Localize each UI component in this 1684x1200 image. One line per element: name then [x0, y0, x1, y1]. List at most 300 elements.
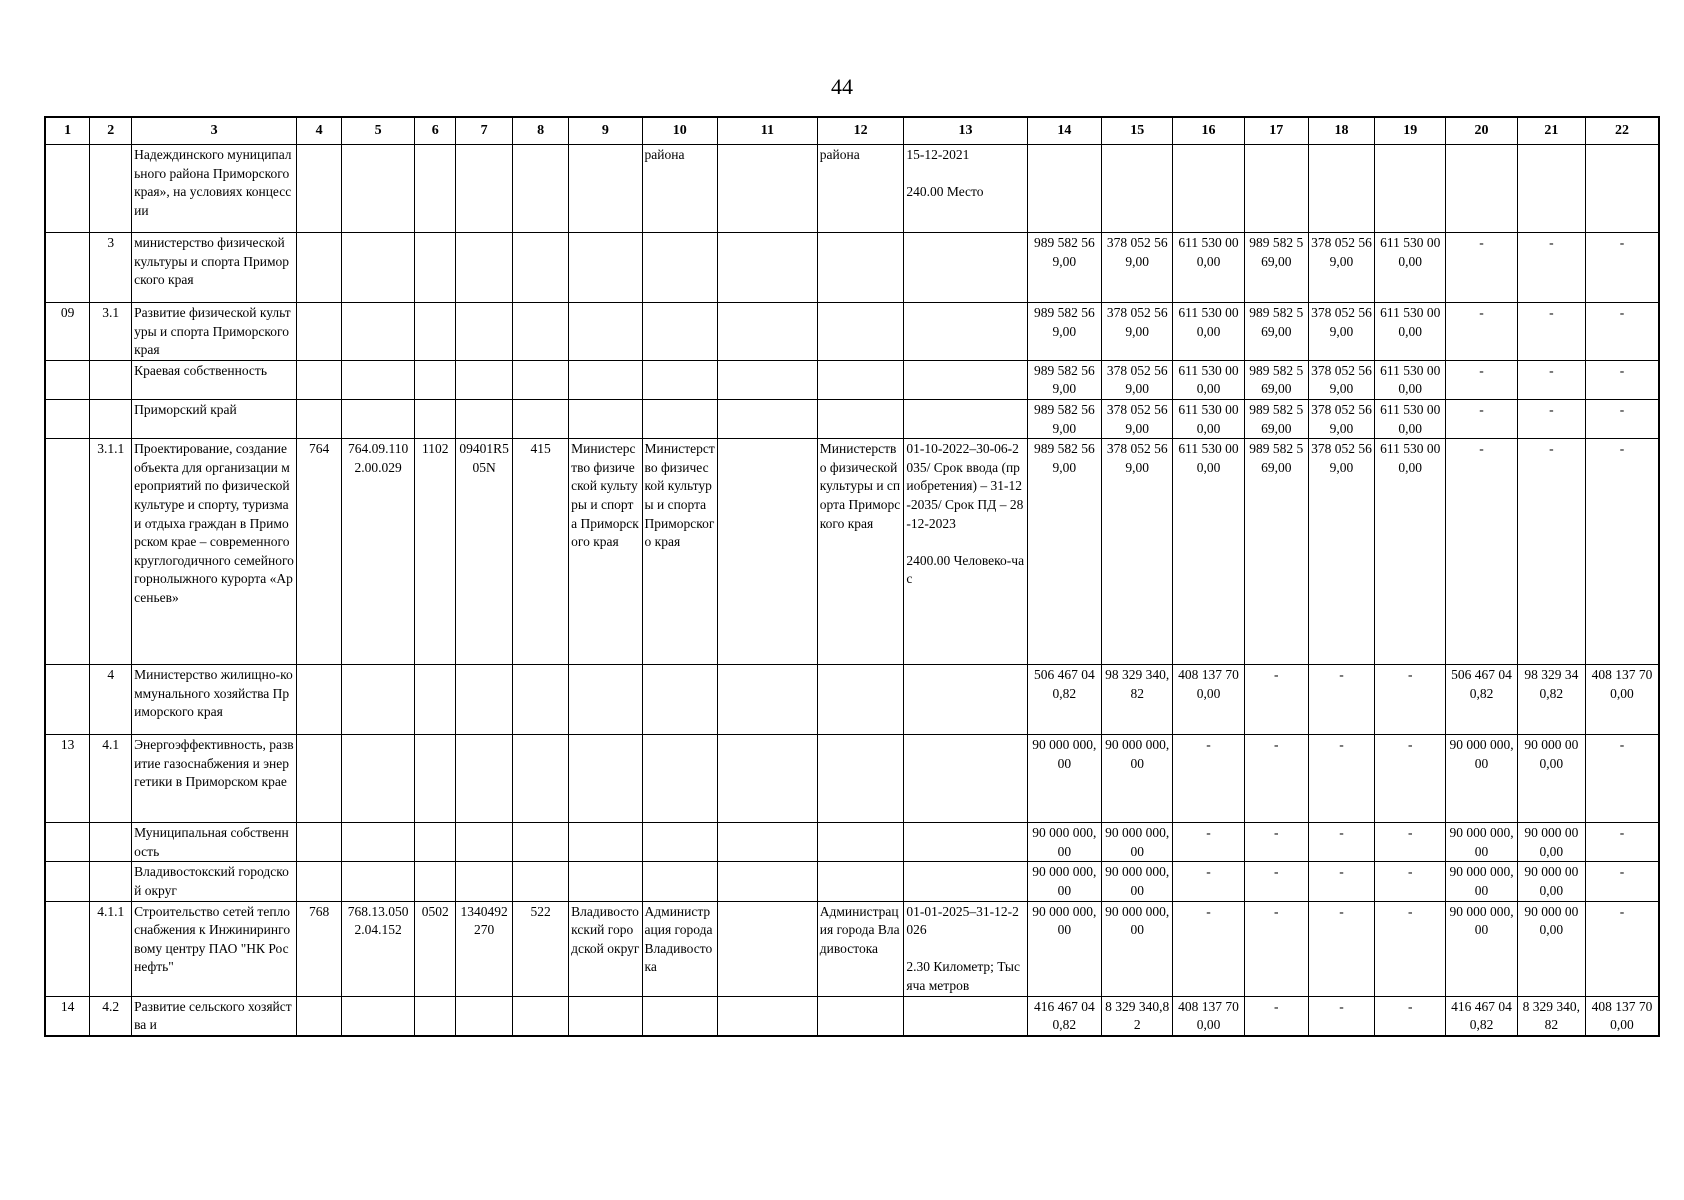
column-header-18: 18: [1308, 117, 1374, 145]
cell-col-3: Краевая собственность: [132, 360, 297, 399]
cell-col-14: 989 582 569,00: [1027, 399, 1101, 438]
cell-col-3: Приморский край: [132, 399, 297, 438]
cell-col-4: [297, 145, 342, 233]
column-header-6: 6: [415, 117, 456, 145]
cell-col-4: [297, 303, 342, 361]
cell-col-2: 4.2: [90, 996, 132, 1036]
cell-col-13: [904, 303, 1027, 361]
cell-col-9: Министерство физической культуры и спорта Приморского края: [569, 439, 642, 665]
cell-col-16: 611 530 000,00: [1173, 399, 1244, 438]
cell-col-5: [341, 145, 414, 233]
cell-col-20: 416 467 040,82: [1446, 996, 1517, 1036]
cell-col-18: -: [1308, 996, 1374, 1036]
cell-col-10: [642, 823, 717, 862]
cell-col-21: 90 000 000,00: [1517, 735, 1585, 823]
cell-col-4: [297, 360, 342, 399]
cell-col-13: [904, 862, 1027, 901]
cell-col-9: [569, 996, 642, 1036]
table-row: [45, 145, 1659, 233]
cell-col-3: Надеждинского муниципального района Приморского края», на условиях концессии: [132, 145, 297, 233]
cell-col-11: [717, 862, 817, 901]
cell-col-17: 989 582 569,00: [1244, 360, 1308, 399]
cell-col-17: -: [1244, 665, 1308, 735]
cell-col-18: 378 052 569,00: [1308, 360, 1374, 399]
cell-col-2: 4.1.1: [90, 901, 132, 996]
table-row: [45, 360, 1659, 399]
cell-col-7: [456, 399, 513, 438]
cell-col-13: [904, 233, 1027, 303]
cell-col-7: [456, 233, 513, 303]
cell-col-6: [415, 735, 456, 823]
cell-col-19: 611 530 000,00: [1375, 399, 1446, 438]
column-header-12: 12: [817, 117, 904, 145]
cell-col-16: 611 530 000,00: [1173, 303, 1244, 361]
cell-col-15: 90 000 000,00: [1102, 823, 1173, 862]
cell-col-2: 4: [90, 665, 132, 735]
cell-col-16: 611 530 000,00: [1173, 233, 1244, 303]
cell-col-2: 4.1: [90, 735, 132, 823]
cell-col-7: [456, 735, 513, 823]
table-row: [45, 823, 1659, 862]
cell-col-17: -: [1244, 823, 1308, 862]
cell-col-15: 378 052 569,00: [1102, 303, 1173, 361]
cell-col-10: [642, 665, 717, 735]
column-header-13: 13: [904, 117, 1027, 145]
cell-col-5: 764.09.1102.00.029: [341, 439, 414, 665]
cell-col-15: 90 000 000,00: [1102, 862, 1173, 901]
cell-col-6: [415, 233, 456, 303]
cell-col-5: [341, 996, 414, 1036]
cell-col-11: [717, 823, 817, 862]
cell-col-18: 378 052 569,00: [1308, 233, 1374, 303]
cell-col-16: -: [1173, 862, 1244, 901]
cell-col-9: [569, 233, 642, 303]
cell-col-12: [817, 233, 904, 303]
cell-col-5: [341, 735, 414, 823]
cell-col-10: [642, 233, 717, 303]
cell-col-12: [817, 735, 904, 823]
cell-col-14: [1027, 145, 1101, 233]
cell-col-21: 90 000 000,00: [1517, 901, 1585, 996]
cell-col-18: -: [1308, 735, 1374, 823]
cell-col-6: [415, 996, 456, 1036]
cell-col-16: 611 530 000,00: [1173, 439, 1244, 665]
cell-col-11: [717, 145, 817, 233]
cell-col-8: [513, 996, 569, 1036]
page-number: 44: [831, 74, 853, 99]
cell-col-5: [341, 665, 414, 735]
cell-col-6: [415, 360, 456, 399]
cell-col-11: [717, 996, 817, 1036]
cell-col-10: [642, 303, 717, 361]
cell-col-19: 611 530 000,00: [1375, 303, 1446, 361]
cell-col-4: [297, 399, 342, 438]
cell-col-18: -: [1308, 665, 1374, 735]
cell-col-17: -: [1244, 901, 1308, 996]
cell-col-12: [817, 303, 904, 361]
column-header-3: 3: [132, 117, 297, 145]
cell-col-16: -: [1173, 735, 1244, 823]
cell-col-11: [717, 303, 817, 361]
cell-col-22: 408 137 700,00: [1585, 665, 1659, 735]
cell-col-5: [341, 823, 414, 862]
cell-col-19: -: [1375, 823, 1446, 862]
cell-col-19: 611 530 000,00: [1375, 439, 1446, 665]
cell-col-22: -: [1585, 901, 1659, 996]
cell-col-7: [456, 360, 513, 399]
table-row: [45, 399, 1659, 438]
cell-col-5: [341, 862, 414, 901]
cell-col-13: 15-12-2021 240.00 Место: [904, 145, 1027, 233]
cell-col-3: Владивостокский городской округ: [132, 862, 297, 901]
cell-col-1: [45, 233, 90, 303]
cell-col-21: -: [1517, 360, 1585, 399]
cell-col-22: -: [1585, 823, 1659, 862]
cell-col-22: -: [1585, 439, 1659, 665]
cell-col-17: 989 582 569,00: [1244, 303, 1308, 361]
cell-col-14: 989 582 569,00: [1027, 360, 1101, 399]
cell-col-8: 415: [513, 439, 569, 665]
cell-col-3: министерство физической культуры и спорта Приморского края: [132, 233, 297, 303]
cell-col-1: 09: [45, 303, 90, 361]
column-header-10: 10: [642, 117, 717, 145]
cell-col-10: [642, 735, 717, 823]
cell-col-20: -: [1446, 303, 1517, 361]
cell-col-8: [513, 233, 569, 303]
cell-col-6: [415, 823, 456, 862]
cell-col-15: 378 052 569,00: [1102, 233, 1173, 303]
table-header-row: [45, 117, 1659, 145]
cell-col-16: -: [1173, 901, 1244, 996]
cell-col-15: 90 000 000,00: [1102, 901, 1173, 996]
cell-col-12: Администрация города Владивостока: [817, 901, 904, 996]
cell-col-21: 98 329 340,82: [1517, 665, 1585, 735]
table-row: [45, 996, 1659, 1036]
cell-col-16: [1173, 145, 1244, 233]
cell-col-20: 90 000 000,00: [1446, 735, 1517, 823]
cell-col-6: [415, 399, 456, 438]
cell-col-14: 989 582 569,00: [1027, 233, 1101, 303]
cell-col-20: 90 000 000,00: [1446, 901, 1517, 996]
cell-col-18: -: [1308, 901, 1374, 996]
cell-col-10: [642, 399, 717, 438]
cell-col-10: [642, 360, 717, 399]
cell-col-11: [717, 360, 817, 399]
cell-col-18: -: [1308, 862, 1374, 901]
cell-col-18: 378 052 569,00: [1308, 439, 1374, 665]
cell-col-3: Муниципальная собственность: [132, 823, 297, 862]
cell-col-17: -: [1244, 735, 1308, 823]
cell-col-12: [817, 399, 904, 438]
cell-col-14: 506 467 040,82: [1027, 665, 1101, 735]
cell-col-1: [45, 862, 90, 901]
cell-col-6: [415, 862, 456, 901]
cell-col-8: [513, 823, 569, 862]
cell-col-18: 378 052 569,00: [1308, 399, 1374, 438]
cell-col-11: [717, 735, 817, 823]
cell-col-18: [1308, 145, 1374, 233]
cell-col-16: 408 137 700,00: [1173, 996, 1244, 1036]
cell-col-9: [569, 399, 642, 438]
cell-col-5: [341, 233, 414, 303]
cell-col-22: -: [1585, 735, 1659, 823]
table-row: [45, 233, 1659, 303]
cell-col-9: [569, 735, 642, 823]
cell-col-1: [45, 823, 90, 862]
cell-col-9: [569, 145, 642, 233]
cell-col-5: [341, 399, 414, 438]
cell-col-2: [90, 145, 132, 233]
column-header-14: 14: [1027, 117, 1101, 145]
cell-col-9: [569, 862, 642, 901]
cell-col-22: -: [1585, 399, 1659, 438]
cell-col-17: 989 582 569,00: [1244, 233, 1308, 303]
cell-col-15: 90 000 000,00: [1102, 735, 1173, 823]
cell-col-16: 611 530 000,00: [1173, 360, 1244, 399]
cell-col-9: [569, 303, 642, 361]
cell-col-10: [642, 862, 717, 901]
cell-col-8: [513, 303, 569, 361]
cell-col-21: -: [1517, 303, 1585, 361]
cell-col-8: [513, 735, 569, 823]
cell-col-4: [297, 735, 342, 823]
cell-col-20: -: [1446, 399, 1517, 438]
cell-col-20: 90 000 000,00: [1446, 823, 1517, 862]
cell-col-19: -: [1375, 901, 1446, 996]
cell-col-2: 3: [90, 233, 132, 303]
cell-col-21: 8 329 340,82: [1517, 996, 1585, 1036]
cell-col-5: [341, 360, 414, 399]
cell-col-13: 01-01-2025–31-12-2026 2.30 Километр; Тысяча метров: [904, 901, 1027, 996]
cell-col-2: 3.1: [90, 303, 132, 361]
cell-col-12: [817, 823, 904, 862]
cell-col-8: [513, 360, 569, 399]
cell-col-3: Строительство сетей теплоснабжения к Инжиниринговому центру ПАО "НК Роснефть": [132, 901, 297, 996]
cell-col-6: [415, 303, 456, 361]
cell-col-1: [45, 901, 90, 996]
table-row: [45, 735, 1659, 823]
column-header-8: 8: [513, 117, 569, 145]
cell-col-21: -: [1517, 233, 1585, 303]
cell-col-6: 0502: [415, 901, 456, 996]
column-header-16: 16: [1173, 117, 1244, 145]
cell-col-9: Владивостокский городской округ: [569, 901, 642, 996]
cell-col-3: Развитие сельского хозяйства и: [132, 996, 297, 1036]
cell-col-4: 768: [297, 901, 342, 996]
cell-col-4: [297, 862, 342, 901]
cell-col-1: 13: [45, 735, 90, 823]
cell-col-6: 1102: [415, 439, 456, 665]
cell-col-2: 3.1.1: [90, 439, 132, 665]
cell-col-10: Администрация города Владивостока: [642, 901, 717, 996]
table-row: [45, 901, 1659, 996]
cell-col-17: 989 582 569,00: [1244, 399, 1308, 438]
cell-col-19: -: [1375, 735, 1446, 823]
column-header-15: 15: [1102, 117, 1173, 145]
cell-col-18: 378 052 569,00: [1308, 303, 1374, 361]
cell-col-21: 90 000 000,00: [1517, 862, 1585, 901]
cell-col-10: района: [642, 145, 717, 233]
cell-col-4: [297, 996, 342, 1036]
column-header-22: 22: [1585, 117, 1659, 145]
cell-col-15: 98 329 340,82: [1102, 665, 1173, 735]
table-row: [45, 439, 1659, 665]
cell-col-1: 14: [45, 996, 90, 1036]
column-header-5: 5: [341, 117, 414, 145]
cell-col-21: -: [1517, 439, 1585, 665]
cell-col-10: Министерство физической культуры и спорта Приморского края: [642, 439, 717, 665]
cell-col-8: [513, 145, 569, 233]
table-row: [45, 862, 1659, 901]
cell-col-6: [415, 145, 456, 233]
cell-col-19: 611 530 000,00: [1375, 233, 1446, 303]
cell-col-18: -: [1308, 823, 1374, 862]
cell-col-8: [513, 665, 569, 735]
cell-col-15: 378 052 569,00: [1102, 439, 1173, 665]
table-row: [45, 303, 1659, 361]
cell-col-14: 90 000 000,00: [1027, 823, 1101, 862]
cell-col-14: 416 467 040,82: [1027, 996, 1101, 1036]
cell-col-22: -: [1585, 233, 1659, 303]
cell-col-13: [904, 665, 1027, 735]
column-header-4: 4: [297, 117, 342, 145]
cell-col-7: [456, 996, 513, 1036]
cell-col-1: [45, 360, 90, 399]
cell-col-13: [904, 823, 1027, 862]
cell-col-3: Энергоэффективность, развитие газоснабжения и энергетики в Приморском крае: [132, 735, 297, 823]
cell-col-12: [817, 665, 904, 735]
column-header-2: 2: [90, 117, 132, 145]
table-body: [45, 145, 1659, 1036]
cell-col-12: Министерство физической культуры и спорта Приморского края: [817, 439, 904, 665]
cell-col-7: [456, 823, 513, 862]
column-header-1: 1: [45, 117, 90, 145]
cell-col-10: [642, 996, 717, 1036]
cell-col-13: [904, 360, 1027, 399]
cell-col-14: 989 582 569,00: [1027, 439, 1101, 665]
cell-col-22: -: [1585, 360, 1659, 399]
cell-col-17: [1244, 145, 1308, 233]
cell-col-8: 522: [513, 901, 569, 996]
cell-col-7: 1340492270: [456, 901, 513, 996]
column-header-20: 20: [1446, 117, 1517, 145]
cell-col-16: -: [1173, 823, 1244, 862]
cell-col-6: [415, 665, 456, 735]
cell-col-13: 01-10-2022–30-06-2035/ Срок ввода (приобретения) – 31-12-2035/ Срок ПД – 28-12-2023 2400.00 Человеко-час: [904, 439, 1027, 665]
cell-col-9: [569, 665, 642, 735]
cell-col-15: [1102, 145, 1173, 233]
column-header-17: 17: [1244, 117, 1308, 145]
column-header-9: 9: [569, 117, 642, 145]
cell-col-22: -: [1585, 303, 1659, 361]
cell-col-20: -: [1446, 233, 1517, 303]
cell-col-17: 989 582 569,00: [1244, 439, 1308, 665]
cell-col-19: 611 530 000,00: [1375, 360, 1446, 399]
cell-col-2: [90, 823, 132, 862]
cell-col-22: [1585, 145, 1659, 233]
cell-col-20: [1446, 145, 1517, 233]
cell-col-7: [456, 145, 513, 233]
cell-col-5: [341, 303, 414, 361]
cell-col-12: [817, 862, 904, 901]
cell-col-12: [817, 360, 904, 399]
cell-col-1: [45, 399, 90, 438]
cell-col-16: 408 137 700,00: [1173, 665, 1244, 735]
cell-col-12: [817, 996, 904, 1036]
cell-col-1: [45, 145, 90, 233]
cell-col-3: Проектирование, создание объекта для организации мероприятий по физической культуре и спорту, туризма и отдыха граждан в Приморском крае – современного круглогодичного семейного горнолыжного курорта «Арсеньев»: [132, 439, 297, 665]
cell-col-14: 90 000 000,00: [1027, 862, 1101, 901]
cell-col-20: 90 000 000,00: [1446, 862, 1517, 901]
cell-col-20: 506 467 040,82: [1446, 665, 1517, 735]
column-header-11: 11: [717, 117, 817, 145]
cell-col-3: Развитие физической культуры и спорта Приморского края: [132, 303, 297, 361]
data-table: [44, 116, 1660, 1037]
table-row: [45, 665, 1659, 735]
cell-col-22: -: [1585, 862, 1659, 901]
cell-col-13: [904, 399, 1027, 438]
cell-col-12: района: [817, 145, 904, 233]
cell-col-13: [904, 996, 1027, 1036]
cell-col-3: Министерство жилищно-коммунального хозяйства Приморского края: [132, 665, 297, 735]
cell-col-22: 408 137 700,00: [1585, 996, 1659, 1036]
column-header-21: 21: [1517, 117, 1585, 145]
cell-col-15: 378 052 569,00: [1102, 360, 1173, 399]
cell-col-11: [717, 399, 817, 438]
column-header-7: 7: [456, 117, 513, 145]
cell-col-20: -: [1446, 360, 1517, 399]
cell-col-8: [513, 862, 569, 901]
cell-col-11: [717, 439, 817, 665]
cell-col-2: [90, 360, 132, 399]
cell-col-20: -: [1446, 439, 1517, 665]
cell-col-5: 768.13.0502.04.152: [341, 901, 414, 996]
cell-col-17: -: [1244, 996, 1308, 1036]
cell-col-11: [717, 665, 817, 735]
cell-col-9: [569, 823, 642, 862]
cell-col-9: [569, 360, 642, 399]
cell-col-1: [45, 439, 90, 665]
cell-col-13: [904, 735, 1027, 823]
cell-col-11: [717, 233, 817, 303]
cell-col-19: -: [1375, 862, 1446, 901]
cell-col-11: [717, 901, 817, 996]
cell-col-4: [297, 233, 342, 303]
cell-col-21: 90 000 000,00: [1517, 823, 1585, 862]
cell-col-7: [456, 862, 513, 901]
cell-col-21: -: [1517, 399, 1585, 438]
cell-col-8: [513, 399, 569, 438]
cell-col-7: 09401R505N: [456, 439, 513, 665]
cell-col-14: 989 582 569,00: [1027, 303, 1101, 361]
cell-col-14: 90 000 000,00: [1027, 735, 1101, 823]
cell-col-7: [456, 665, 513, 735]
cell-col-7: [456, 303, 513, 361]
column-header-19: 19: [1375, 117, 1446, 145]
cell-col-15: 8 329 340,82: [1102, 996, 1173, 1036]
cell-col-4: [297, 823, 342, 862]
cell-col-14: 90 000 000,00: [1027, 901, 1101, 996]
cell-col-4: [297, 665, 342, 735]
cell-col-19: -: [1375, 996, 1446, 1036]
cell-col-4: 764: [297, 439, 342, 665]
cell-col-2: [90, 862, 132, 901]
cell-col-17: -: [1244, 862, 1308, 901]
cell-col-2: [90, 399, 132, 438]
cell-col-19: -: [1375, 665, 1446, 735]
cell-col-19: [1375, 145, 1446, 233]
cell-col-1: [45, 665, 90, 735]
